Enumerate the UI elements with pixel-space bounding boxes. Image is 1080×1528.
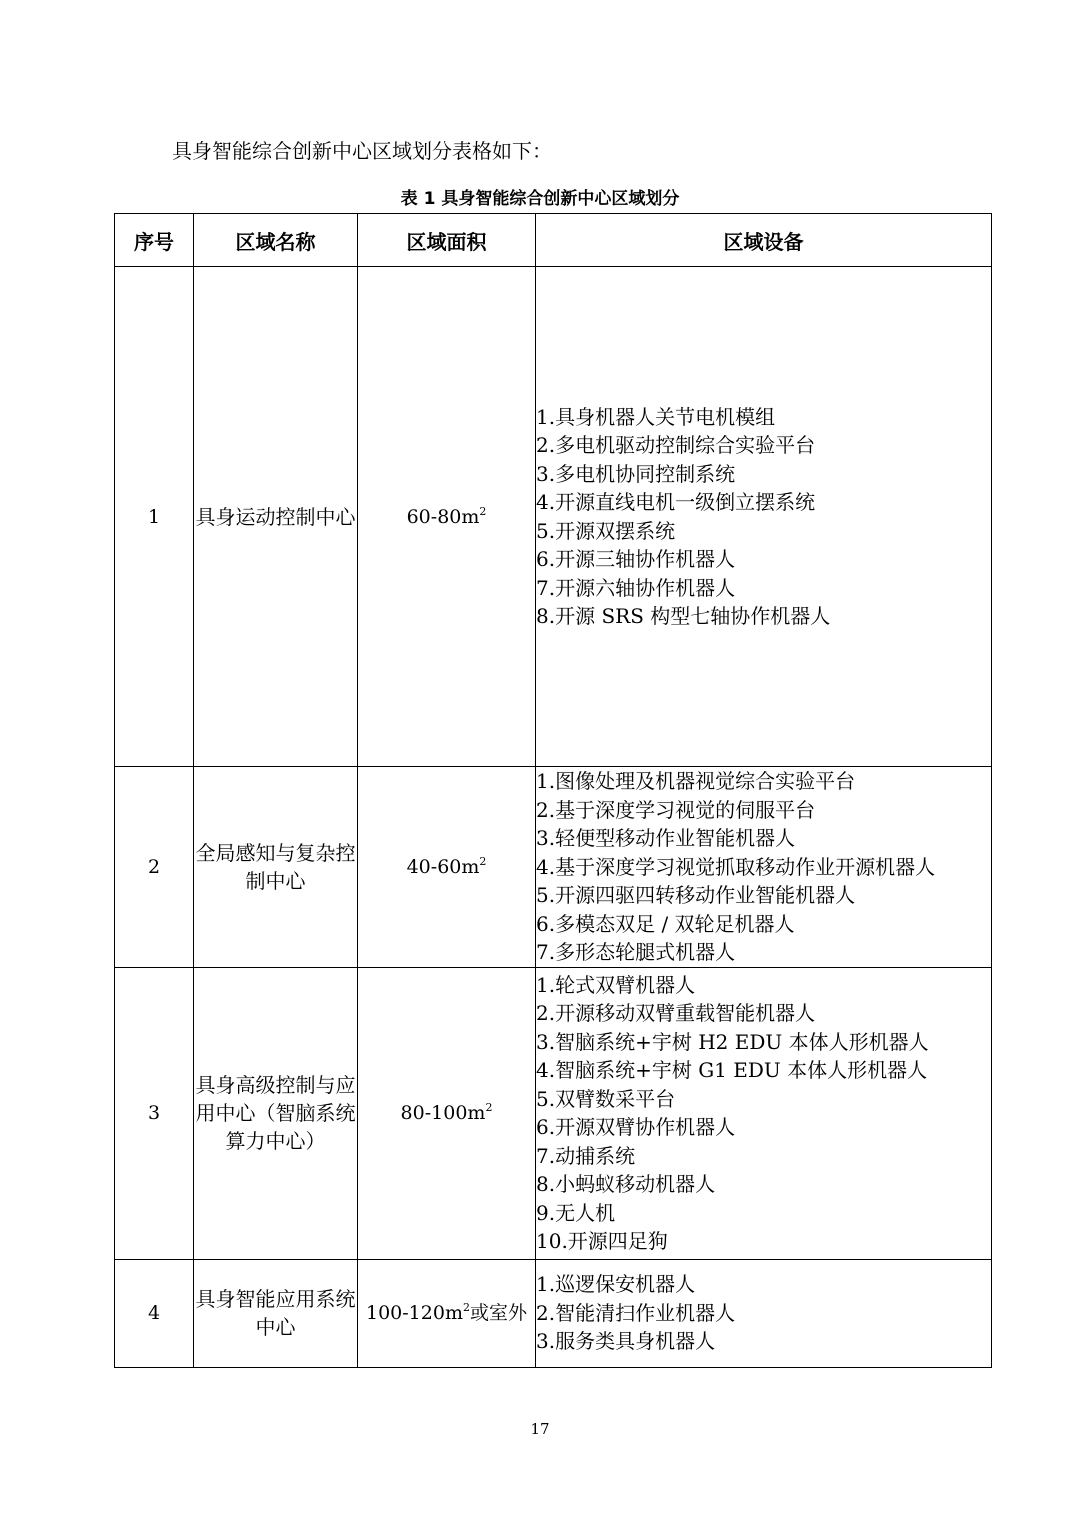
equipment-item: 1.具身机器人关节电机模组 bbox=[536, 404, 776, 429]
equipment-item: 2.多电机驱动控制综合实验平台 bbox=[536, 433, 816, 457]
equipment-item: 6.开源三轴协作机器人 bbox=[536, 547, 736, 571]
equipment-item: 3.多电机协同控制系统 bbox=[536, 461, 736, 486]
equipment-item: 7.动捕系统 bbox=[536, 1143, 636, 1168]
equipment-item: 1.图像处理及机器视觉综合实验平台 bbox=[536, 769, 856, 793]
equipment-item: 9.无人机 bbox=[536, 1200, 616, 1225]
equipment-item: 2.基于深度学习视觉的伺服平台 bbox=[536, 797, 816, 822]
equipment-item: 1.巡逻保安机器人 bbox=[536, 1272, 696, 1297]
header-region-area: 区域面积 bbox=[358, 214, 536, 267]
table-row bbox=[115, 967, 992, 1259]
equipment-item: 5.双臂数采平台 bbox=[536, 1086, 676, 1111]
table-row bbox=[115, 767, 992, 968]
equipment-item: 6.多模态双足 / 双轮足机器人 bbox=[536, 911, 795, 936]
equipment-list bbox=[536, 971, 991, 1256]
region-name: 全局感知与复杂控制中心 bbox=[194, 767, 358, 968]
area-unit-exponent: 2 bbox=[479, 504, 487, 518]
equipment-item: 4.智脑系统+宇树 G1 EDU 本体人形机器人 bbox=[536, 1058, 928, 1082]
row-index: 3 bbox=[115, 967, 194, 1259]
equipment-item: 3.智脑系统+宇树 H2 EDU 本体人形机器人 bbox=[536, 1029, 929, 1054]
area-value: 60-80m bbox=[406, 505, 480, 528]
equipment-item: 8.开源 SRS 构型七轴协作机器人 bbox=[536, 604, 831, 628]
equipment-list bbox=[536, 1270, 991, 1356]
equipment-item: 5.开源双摆系统 bbox=[536, 518, 676, 543]
area-value: 80-100m bbox=[400, 1102, 486, 1124]
row-index: 2 bbox=[115, 767, 194, 968]
region-area bbox=[358, 767, 536, 968]
equipment-item: 2.开源移动双臂重载智能机器人 bbox=[536, 1001, 816, 1025]
region-name: 具身高级控制与应用中心（智脑系统算力中心） bbox=[194, 967, 358, 1259]
table-header-row bbox=[115, 214, 992, 267]
equipment-item: 4.开源直线电机一级倒立摆系统 bbox=[536, 490, 816, 514]
header-region-equipment: 区域设备 bbox=[536, 214, 992, 267]
region-name: 具身智能应用系统中心 bbox=[194, 1259, 358, 1367]
area-value: 100-120m bbox=[366, 1302, 463, 1324]
equipment-item: 6.开源双臂协作机器人 bbox=[536, 1115, 736, 1139]
equipment-cell bbox=[536, 767, 992, 968]
region-area bbox=[358, 267, 536, 767]
area-suffix: 或室外 bbox=[469, 1302, 527, 1324]
area-value: 40-60m bbox=[406, 855, 480, 878]
intro-paragraph: 具身智能综合创新中心区域划分表格如下： bbox=[172, 139, 552, 163]
area-unit-exponent: 2 bbox=[485, 1101, 493, 1114]
equipment-cell bbox=[536, 1259, 992, 1367]
row-index: 4 bbox=[115, 1259, 194, 1367]
table-caption: 表 1 具身智能综合创新中心区域划分 bbox=[400, 189, 680, 209]
table-row bbox=[115, 1259, 992, 1367]
equipment-item: 4.基于深度学习视觉抓取移动作业开源机器人 bbox=[536, 854, 936, 879]
row-index: 1 bbox=[115, 267, 194, 767]
equipment-item: 2.智能清扫作业机器人 bbox=[536, 1300, 736, 1325]
area-unit-exponent: 2 bbox=[462, 1301, 470, 1314]
equipment-item: 8.小蚂蚁移动机器人 bbox=[536, 1172, 716, 1196]
region-area bbox=[358, 967, 536, 1259]
equipment-cell bbox=[536, 967, 992, 1259]
equipment-item: 3.轻便型移动作业智能机器人 bbox=[536, 826, 796, 850]
equipment-list bbox=[536, 403, 991, 631]
table-row bbox=[115, 267, 992, 767]
region-name: 具身运动控制中心 bbox=[194, 267, 358, 767]
equipment-item: 1.轮式双臂机器人 bbox=[536, 972, 696, 997]
header-index: 序号 bbox=[115, 214, 194, 267]
equipment-item: 7.开源六轴协作机器人 bbox=[536, 575, 736, 600]
equipment-cell bbox=[536, 267, 992, 767]
header-region-name: 区域名称 bbox=[194, 214, 358, 267]
equipment-list bbox=[536, 767, 991, 967]
equipment-item: 10.开源四足狗 bbox=[536, 1229, 668, 1253]
equipment-item: 7.多形态轮腿式机器人 bbox=[536, 940, 736, 964]
equipment-item: 3.服务类具身机器人 bbox=[536, 1329, 716, 1354]
region-area bbox=[358, 1259, 536, 1367]
equipment-item: 5.开源四驱四转移动作业智能机器人 bbox=[536, 883, 856, 907]
page-number: 17 bbox=[530, 1420, 550, 1438]
area-unit-exponent: 2 bbox=[479, 854, 487, 868]
region-table bbox=[114, 213, 992, 1368]
